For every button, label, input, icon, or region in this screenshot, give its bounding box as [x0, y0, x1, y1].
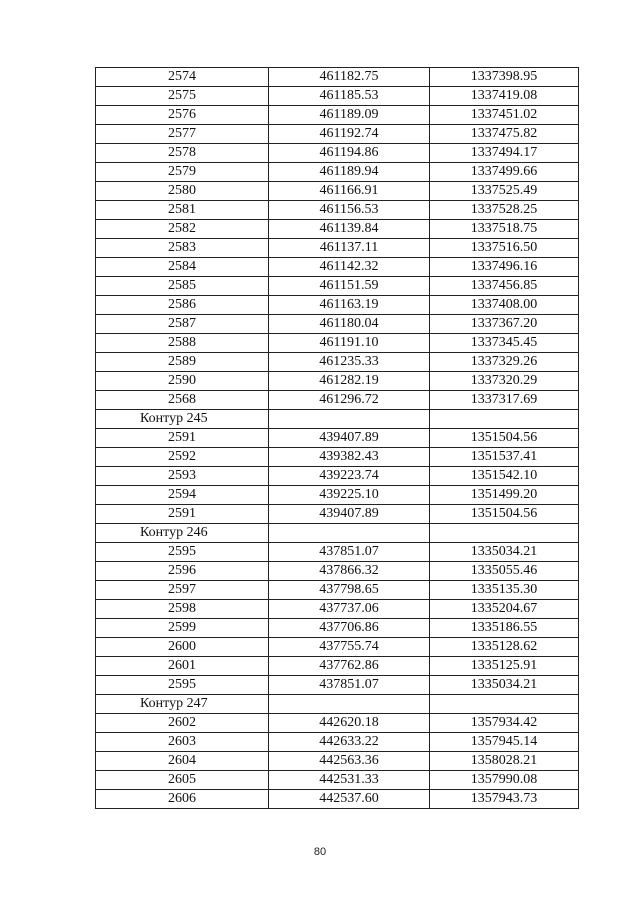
point-number-cell: 2591 [96, 505, 269, 524]
y-coordinate-cell: 1335125.91 [430, 657, 579, 676]
table-row [96, 790, 579, 809]
x-coordinate-cell: 461191.10 [269, 334, 430, 353]
x-coordinate-cell: 461185.53 [269, 87, 430, 106]
contour-header-row [96, 695, 579, 714]
y-coordinate-cell: 1357934.42 [430, 714, 579, 733]
y-coordinate-cell: 1337525.49 [430, 182, 579, 201]
x-coordinate-cell: 442563.36 [269, 752, 430, 771]
point-number-cell: 2578 [96, 144, 269, 163]
point-number-cell: 2580 [96, 182, 269, 201]
x-coordinate-cell: 461182.75 [269, 68, 430, 87]
point-number-cell: 2593 [96, 467, 269, 486]
point-number-cell: 2588 [96, 334, 269, 353]
x-coordinate-cell: 461189.09 [269, 106, 430, 125]
y-coordinate-cell: 1357943.73 [430, 790, 579, 809]
contour-label-cell: Контур 247 [96, 695, 269, 714]
table-row [96, 562, 579, 581]
y-coordinate-cell: 1337320.29 [430, 372, 579, 391]
point-number-cell: 2604 [96, 752, 269, 771]
table-row [96, 372, 579, 391]
table-row [96, 448, 579, 467]
y-coordinate-cell: 1337451.02 [430, 106, 579, 125]
table-row [96, 277, 579, 296]
x-coordinate-cell: 442531.33 [269, 771, 430, 790]
table-row [96, 771, 579, 790]
x-coordinate-cell: 461142.32 [269, 258, 430, 277]
table-row [96, 486, 579, 505]
x-coordinate-cell: 461163.19 [269, 296, 430, 315]
y-coordinate-cell: 1335128.62 [430, 638, 579, 657]
point-number-cell: 2598 [96, 600, 269, 619]
x-coordinate-cell: 461235.33 [269, 353, 430, 372]
point-number-cell: 2575 [96, 87, 269, 106]
table-row [96, 429, 579, 448]
y-coordinate-cell: 1337494.17 [430, 144, 579, 163]
y-coordinate-cell: 1337499.66 [430, 163, 579, 182]
point-number-cell: 2577 [96, 125, 269, 144]
y-coordinate-cell: 1351542.10 [430, 467, 579, 486]
x-coordinate-cell: 461282.19 [269, 372, 430, 391]
y-coordinate-cell: 1337475.82 [430, 125, 579, 144]
table-row [96, 391, 579, 410]
point-number-cell: 2590 [96, 372, 269, 391]
point-number-cell: 2594 [96, 486, 269, 505]
x-coordinate-cell: 461192.74 [269, 125, 430, 144]
point-number-cell: 2592 [96, 448, 269, 467]
table-row [96, 125, 579, 144]
table-row [96, 144, 579, 163]
table-row [96, 676, 579, 695]
point-number-cell: 2600 [96, 638, 269, 657]
x-coordinate-cell: 437866.32 [269, 562, 430, 581]
table-row [96, 600, 579, 619]
table-row [96, 467, 579, 486]
contour-header-row [96, 524, 579, 543]
x-coordinate-cell: 461151.59 [269, 277, 430, 296]
y-coordinate-cell: 1335204.67 [430, 600, 579, 619]
contour-label-cell: Контур 245 [96, 410, 269, 429]
point-number-cell: 2603 [96, 733, 269, 752]
y-coordinate-cell: 1337398.95 [430, 68, 579, 87]
y-coordinate-cell: 1358028.21 [430, 752, 579, 771]
contour-header-row [96, 410, 579, 429]
y-coordinate-cell: 1357945.14 [430, 733, 579, 752]
table-row [96, 353, 579, 372]
point-number-cell: 2589 [96, 353, 269, 372]
point-number-cell: 2595 [96, 543, 269, 562]
table-row [96, 201, 579, 220]
x-coordinate-cell: 439223.74 [269, 467, 430, 486]
x-coordinate-cell: 461139.84 [269, 220, 430, 239]
table-row [96, 296, 579, 315]
x-coordinate-cell: 439225.10 [269, 486, 430, 505]
point-number-cell: 2585 [96, 277, 269, 296]
table-row [96, 657, 579, 676]
x-coordinate-cell: 437755.74 [269, 638, 430, 657]
point-number-cell: 2596 [96, 562, 269, 581]
y-coordinate-cell: 1337516.50 [430, 239, 579, 258]
y-coordinate-cell [430, 410, 579, 429]
y-coordinate-cell: 1337345.45 [430, 334, 579, 353]
y-coordinate-cell: 1337317.69 [430, 391, 579, 410]
y-coordinate-cell: 1337456.85 [430, 277, 579, 296]
y-coordinate-cell: 1337419.08 [430, 87, 579, 106]
y-coordinate-cell: 1335034.21 [430, 543, 579, 562]
point-number-cell: 2579 [96, 163, 269, 182]
y-coordinate-cell: 1337329.26 [430, 353, 579, 372]
table-row [96, 106, 579, 125]
table-row [96, 239, 579, 258]
x-coordinate-cell: 439407.89 [269, 505, 430, 524]
x-coordinate-cell: 437851.07 [269, 676, 430, 695]
y-coordinate-cell: 1335135.30 [430, 581, 579, 600]
x-coordinate-cell: 437798.65 [269, 581, 430, 600]
table-row [96, 505, 579, 524]
y-coordinate-cell: 1335055.46 [430, 562, 579, 581]
x-coordinate-cell [269, 410, 430, 429]
y-coordinate-cell: 1335034.21 [430, 676, 579, 695]
point-number-cell: 2582 [96, 220, 269, 239]
y-coordinate-cell: 1337528.25 [430, 201, 579, 220]
x-coordinate-cell: 461156.53 [269, 201, 430, 220]
x-coordinate-cell [269, 524, 430, 543]
point-number-cell: 2586 [96, 296, 269, 315]
y-coordinate-cell: 1357990.08 [430, 771, 579, 790]
y-coordinate-cell: 1351504.56 [430, 505, 579, 524]
table-row [96, 752, 579, 771]
point-number-cell: 2599 [96, 619, 269, 638]
x-coordinate-cell: 442537.60 [269, 790, 430, 809]
x-coordinate-cell: 439382.43 [269, 448, 430, 467]
point-number-cell: 2606 [96, 790, 269, 809]
x-coordinate-cell: 461180.04 [269, 315, 430, 334]
x-coordinate-cell: 442633.22 [269, 733, 430, 752]
point-number-cell: 2601 [96, 657, 269, 676]
point-number-cell: 2584 [96, 258, 269, 277]
y-coordinate-cell: 1337408.00 [430, 296, 579, 315]
y-coordinate-cell: 1337496.16 [430, 258, 579, 277]
point-number-cell: 2568 [96, 391, 269, 410]
table-row [96, 581, 579, 600]
table-row [96, 334, 579, 353]
table-row [96, 87, 579, 106]
x-coordinate-cell: 442620.18 [269, 714, 430, 733]
x-coordinate-cell [269, 695, 430, 714]
contour-label-cell: Контур 246 [96, 524, 269, 543]
point-number-cell: 2576 [96, 106, 269, 125]
table-row [96, 733, 579, 752]
point-number-cell: 2602 [96, 714, 269, 733]
table-row [96, 543, 579, 562]
y-coordinate-cell: 1351537.41 [430, 448, 579, 467]
y-coordinate-cell [430, 695, 579, 714]
x-coordinate-cell: 437706.86 [269, 619, 430, 638]
x-coordinate-cell: 461189.94 [269, 163, 430, 182]
table-row [96, 182, 579, 201]
coordinates-table [95, 67, 579, 809]
point-number-cell: 2605 [96, 771, 269, 790]
x-coordinate-cell: 461296.72 [269, 391, 430, 410]
coordinates-table-body [96, 68, 579, 809]
x-coordinate-cell: 461166.91 [269, 182, 430, 201]
y-coordinate-cell: 1351499.20 [430, 486, 579, 505]
table-row [96, 163, 579, 182]
y-coordinate-cell: 1337518.75 [430, 220, 579, 239]
table-row [96, 220, 579, 239]
table-row [96, 619, 579, 638]
point-number-cell: 2581 [96, 201, 269, 220]
x-coordinate-cell: 437851.07 [269, 543, 430, 562]
point-number-cell: 2574 [96, 68, 269, 87]
point-number-cell: 2587 [96, 315, 269, 334]
point-number-cell: 2595 [96, 676, 269, 695]
table-row [96, 68, 579, 87]
x-coordinate-cell: 461194.86 [269, 144, 430, 163]
point-number-cell: 2583 [96, 239, 269, 258]
point-number-cell: 2591 [96, 429, 269, 448]
x-coordinate-cell: 439407.89 [269, 429, 430, 448]
y-coordinate-cell [430, 524, 579, 543]
table-row [96, 714, 579, 733]
table-row [96, 638, 579, 657]
table-row [96, 315, 579, 334]
x-coordinate-cell: 461137.11 [269, 239, 430, 258]
x-coordinate-cell: 437762.86 [269, 657, 430, 676]
x-coordinate-cell: 437737.06 [269, 600, 430, 619]
y-coordinate-cell: 1335186.55 [430, 619, 579, 638]
table-row [96, 258, 579, 277]
y-coordinate-cell: 1351504.56 [430, 429, 579, 448]
page-number: 80 [313, 846, 327, 858]
y-coordinate-cell: 1337367.20 [430, 315, 579, 334]
point-number-cell: 2597 [96, 581, 269, 600]
